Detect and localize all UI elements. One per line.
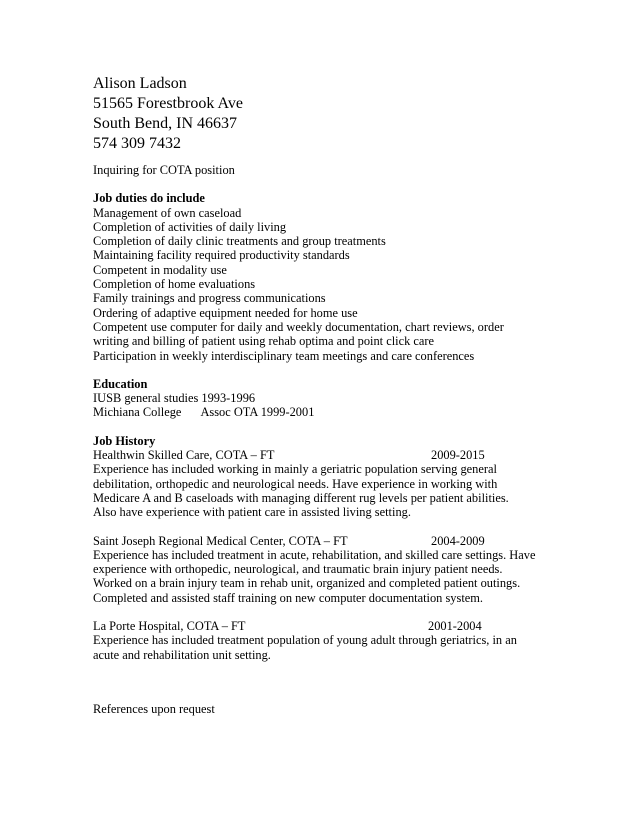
job-title-line <box>93 448 613 462</box>
job-history-section <box>93 434 613 662</box>
city-state-zip: South Bend, IN 46637 <box>93 115 237 132</box>
school-name: Michiana College <box>93 405 182 420</box>
duty-item: Family trainings and progress communications <box>93 291 326 306</box>
job-description-line: acute and rehabilitation unit setting. <box>93 647 271 662</box>
education-heading: Education <box>93 376 148 391</box>
job-entry <box>93 619 613 662</box>
job-dates: 2001-2004 <box>428 619 482 634</box>
employer: La Porte Hospital, COTA – FT <box>93 619 246 634</box>
street-address: 51565 Forestbrook Ave <box>93 95 243 112</box>
job-description-line: Experience has included working in mainly a geriatric population serving general <box>93 462 497 477</box>
employer: Healthwin Skilled Care, COTA – FT <box>93 448 275 463</box>
employer: Saint Joseph Regional Medical Center, COTA – FT <box>93 533 348 548</box>
job-dates: 2009-2015 <box>431 448 485 463</box>
job-entry <box>93 448 613 519</box>
duty-item: Management of own caseload <box>93 205 242 220</box>
job-description-line: debilitation, orthopedic and neurological needs. Have experience in working with <box>93 476 498 491</box>
references-note: References upon request <box>93 701 215 716</box>
duty-item: Completion of home evaluations <box>93 277 256 292</box>
duty-item: Maintaining facility required productivity standards <box>93 248 350 263</box>
intro-line: Inquiring for COTA position <box>93 163 235 177</box>
education-entry: IUSB general studies 1993-1996 <box>93 391 256 406</box>
job-title-line <box>93 534 613 548</box>
job-duties-heading: Job duties do include <box>93 191 205 206</box>
job-history-heading: Job History <box>93 433 156 448</box>
job-description-line: Experience has included treatment population of young adult through geriatrics, in an <box>93 633 517 648</box>
job-description-line: Also have experience with patient care in assisted living setting. <box>93 505 411 520</box>
duty-item: Ordering of adaptive equipment needed for home use <box>93 305 358 320</box>
duty-item: Participation in weekly interdisciplinary team meetings and care conferences <box>93 348 475 363</box>
job-entry <box>93 534 613 605</box>
job-dates: 2004-2009 <box>431 533 485 548</box>
duty-item: Completion of activities of daily living <box>93 219 287 234</box>
education-section <box>93 377 613 420</box>
education-entry <box>93 405 613 419</box>
contact-header <box>93 74 613 154</box>
degree: Assoc OTA 1999-2001 <box>200 405 315 420</box>
job-description-line: Experience has included treatment in acute, rehabilitation, and skilled care settings. Have <box>93 547 536 562</box>
job-description-line: Completed and assisted staff training on new computer documentation system. <box>93 590 483 605</box>
applicant-name: Alison Ladson <box>93 75 187 92</box>
phone-number: 574 309 7432 <box>93 135 181 152</box>
duty-item: Completion of daily clinic treatments and group treatments <box>93 234 386 249</box>
job-description-line: Worked on a brain injury team in rehab unit, organized and completed patient outings. <box>93 576 521 591</box>
duty-item: Competent in modality use <box>93 262 227 277</box>
job-duties-section <box>93 191 613 363</box>
resume-page <box>93 74 613 716</box>
job-description-line: Medicare A and B caseloads with managing different rug levels per patient abilities. <box>93 490 509 505</box>
duty-item: Competent use computer for daily and weekly documentation, chart reviews, order <box>93 319 504 334</box>
job-title-line <box>93 619 613 633</box>
job-description-line: experience with orthopedic, neurological, and traumatic brain injury patient needs. <box>93 562 503 577</box>
duty-item: writing and billing of patient using rehab optima and point click care <box>93 334 434 349</box>
